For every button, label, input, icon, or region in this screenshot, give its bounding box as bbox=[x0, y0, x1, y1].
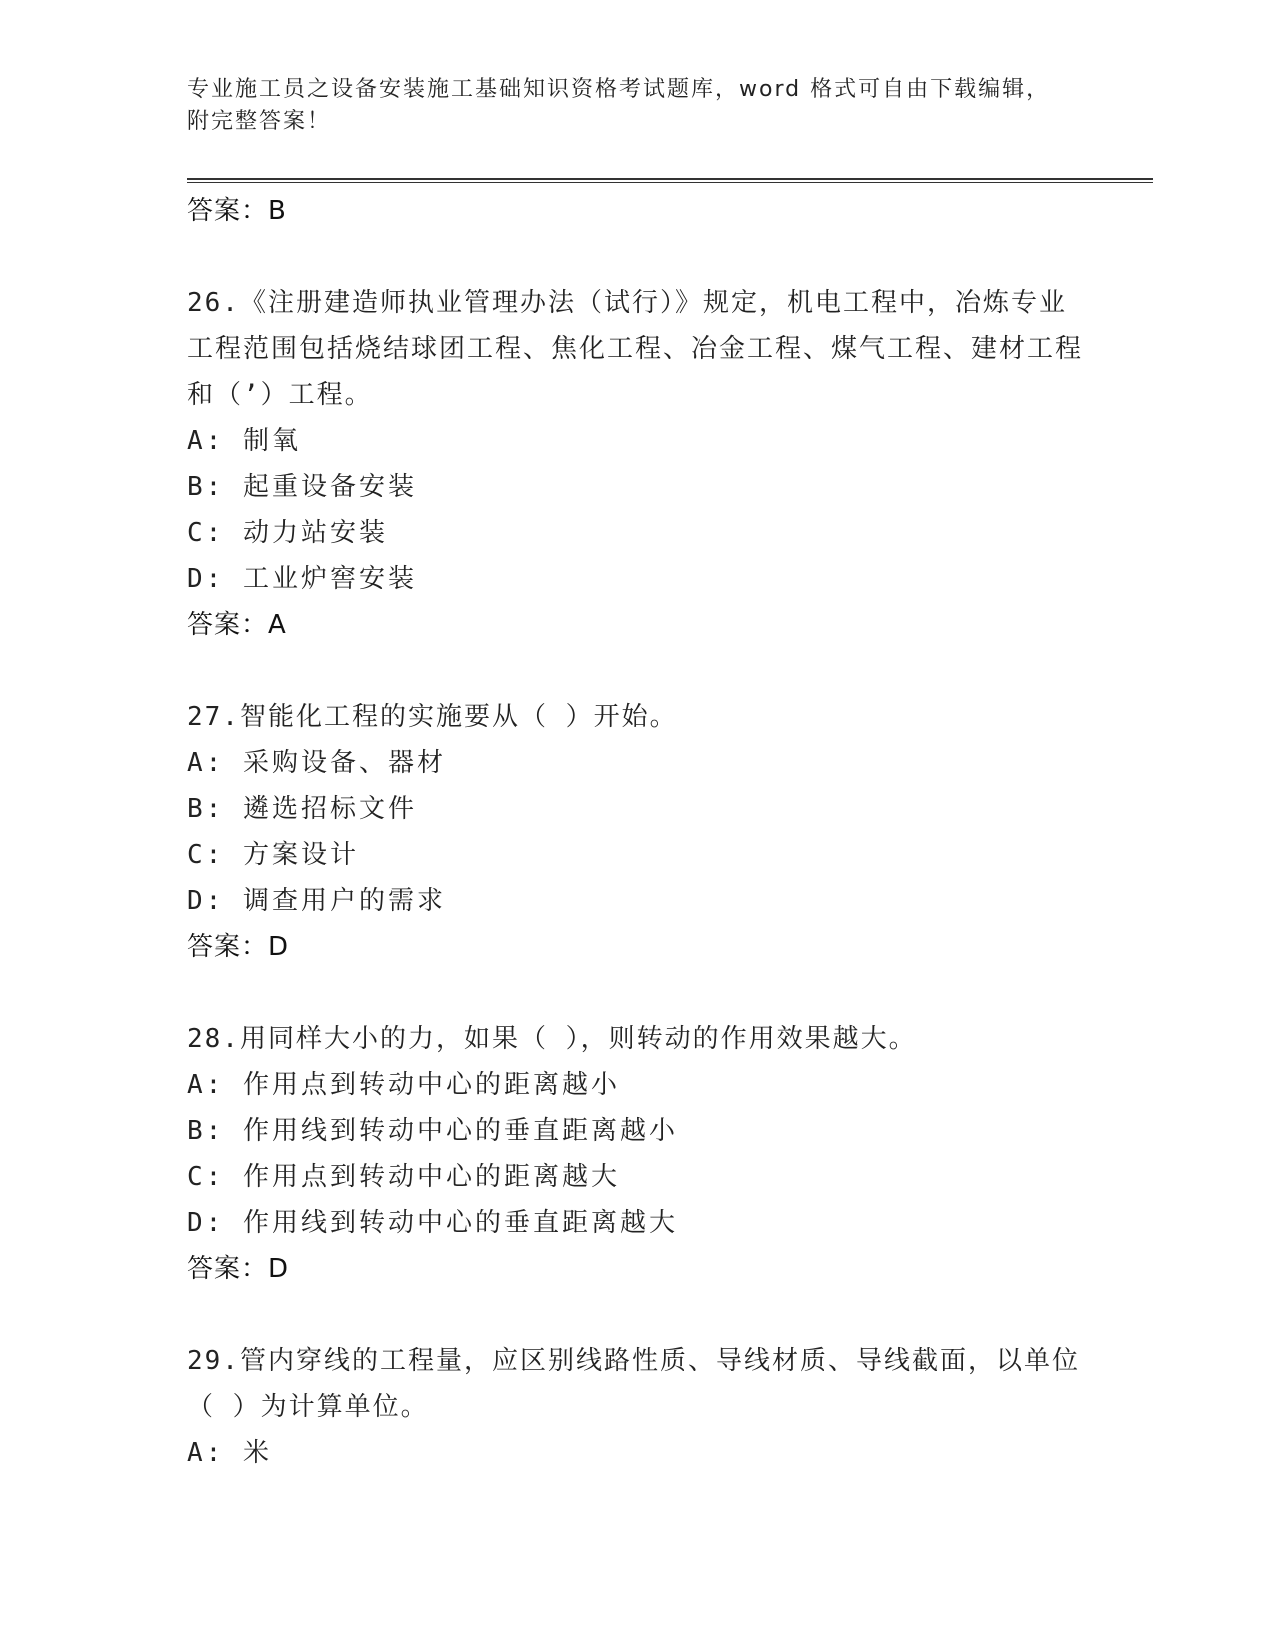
question-27 bbox=[187, 694, 1087, 970]
question-text: 28.用同样大小的力，如果（ ），则转动的作用效果越大。 bbox=[187, 1024, 917, 1054]
option-c: C: 方案设计 bbox=[187, 840, 359, 870]
answer-25: 答案：B bbox=[187, 196, 287, 226]
document-header bbox=[187, 74, 1067, 138]
option-d: D: 调查用户的需求 bbox=[187, 886, 446, 916]
answer-28: 答案：D bbox=[187, 1254, 290, 1284]
header-title-line-2: 附完整答案！ bbox=[187, 109, 332, 134]
option-b: B: 遴选招标文件 bbox=[187, 794, 417, 824]
header-divider bbox=[187, 178, 1153, 183]
option-a: A: 作用点到转动中心的距离越小 bbox=[187, 1070, 620, 1100]
question-text: 27.智能化工程的实施要从（ ）开始。 bbox=[187, 702, 678, 732]
question-28 bbox=[187, 1016, 1087, 1292]
option-d: D: 工业炉窖安装 bbox=[187, 564, 417, 594]
option-d: D: 作用线到转动中心的垂直距离越大 bbox=[187, 1208, 678, 1238]
header-title-line-1: 专业施工员之设备安装施工基础知识资格考试题库，word 格式可自由下载编辑， bbox=[187, 77, 1051, 102]
answer-26: 答案：A bbox=[187, 610, 287, 640]
question-text: 26.《注册建造师执业管理办法（试行）》规定，机电工程中，冶炼专业工程范围包括烧结球团工程、焦化工程、冶金工程、煤气工程、建材工程和（’）工程。 bbox=[187, 288, 1084, 410]
question-29 bbox=[187, 1338, 1087, 1476]
question-26 bbox=[187, 280, 1087, 648]
option-b: B: 起重设备安装 bbox=[187, 472, 417, 502]
answer-27: 答案：D bbox=[187, 932, 290, 962]
option-b: B: 作用线到转动中心的垂直距离越小 bbox=[187, 1116, 678, 1146]
option-a: A: 制氧 bbox=[187, 426, 301, 456]
option-a: A: 采购设备、器材 bbox=[187, 748, 446, 778]
option-a: A: 米 bbox=[187, 1438, 272, 1468]
option-c: C: 作用点到转动中心的距离越大 bbox=[187, 1162, 620, 1192]
question-list bbox=[187, 188, 1087, 1476]
question-text: 29.管内穿线的工程量，应区别线路性质、导线材质、导线截面，以单位（ ）为计算单位。 bbox=[187, 1346, 1080, 1422]
option-c: C: 动力站安装 bbox=[187, 518, 388, 548]
